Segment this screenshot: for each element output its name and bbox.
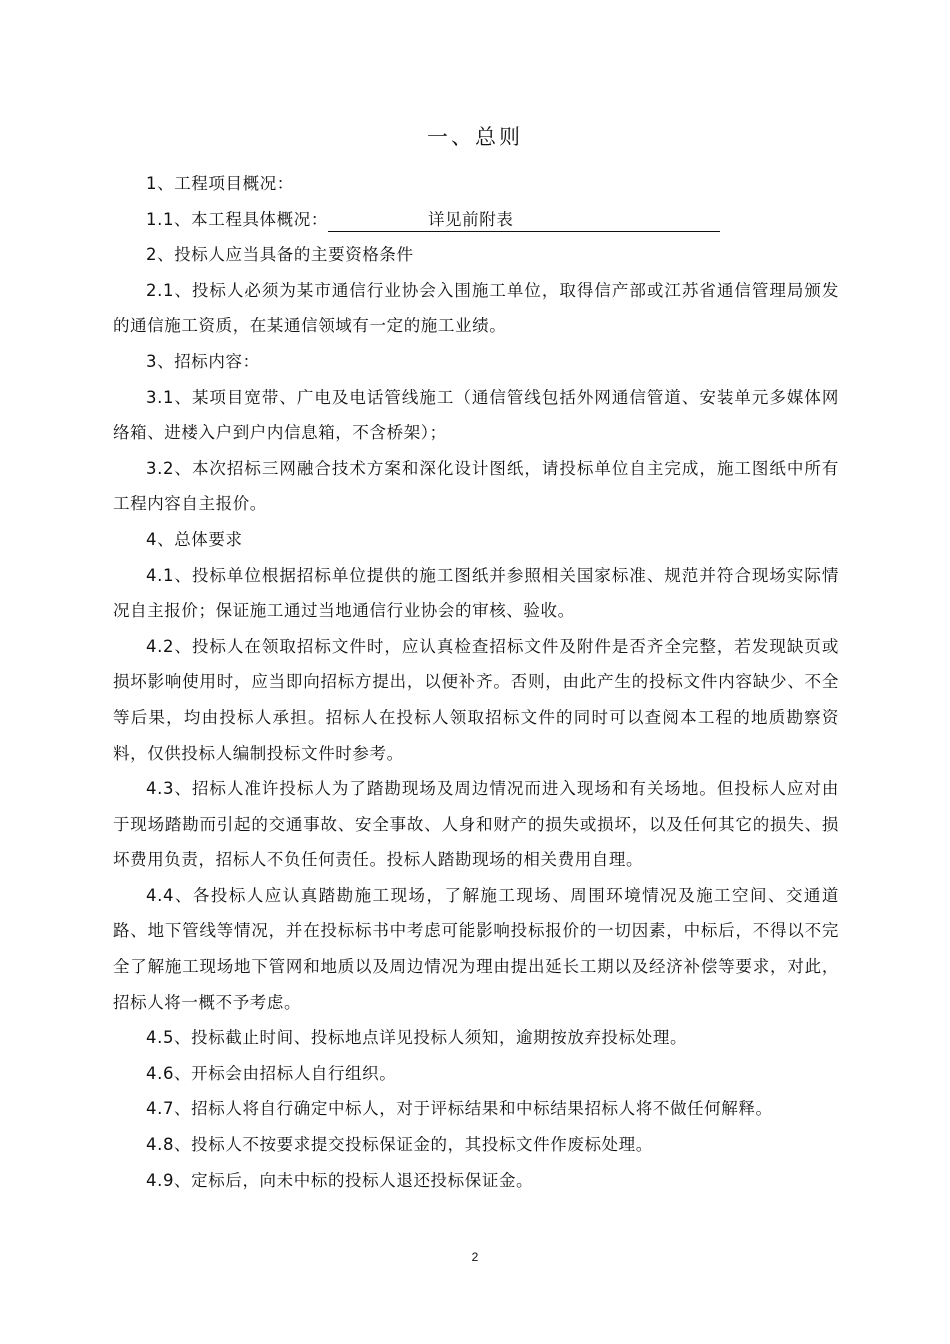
page-title: 一、总则 bbox=[427, 125, 523, 149]
section-3-heading: 3、招标内容： bbox=[146, 351, 260, 371]
item-4-2: 4.2、投标人在领取招标文件时，应认真检查招标文件及附件是否齐全完整，若发现缺页或损坏影响使用时，应当即向招标方提出，以便补齐。否则，由此产生的投标文件内容缺少、不全等后果，均由投标人承担。招标人在投标人领取招标文件的同时可以查阅本工程的地质勘察资料，仅供投标人编制投标文件时参考。 bbox=[113, 636, 839, 763]
item-4-9: 4.9、定标后，向未中标的投标人退还投标保证金。 bbox=[146, 1170, 534, 1190]
item-4-6: 4.6、开标会由招标人自行组织。 bbox=[146, 1063, 397, 1083]
document-body bbox=[113, 166, 839, 1198]
item-3-2: 3.2、本次招标三网融合技术方案和深化设计图纸，请投标单位自主完成，施工图纸中所有工程内容自主报价。 bbox=[113, 458, 839, 514]
item-3-1: 3.1、某项目宽带、广电及电话管线施工（通信管线包括外网通信管道、安装单元多媒体网络箱、进楼入户到户内信息箱，不含桥架）； bbox=[113, 387, 839, 443]
item-1-1-label: 1.1、本工程具体概况： bbox=[146, 209, 328, 229]
item-4-4: 4.4、各投标人应认真踏勘施工现场，了解施工现场、周围环境情况及施工空间、交通道路、地下管线等情况，并在投标标书中考虑可能影响投标报价的一切因素，中标后，不得以不完全了解施工现场地下管网和地质以及周边情况为理由提出延长工期以及经济补偿等要求，对此，招标人将一概不予考虑。 bbox=[113, 885, 839, 1012]
item-1-1-value: 详见前附表 bbox=[328, 209, 720, 232]
item-4-8: 4.8、投标人不按要求提交投标保证金的，其投标文件作废标处理。 bbox=[146, 1135, 653, 1155]
item-4-7: 4.7、招标人将自行确定中标人，对于评标结果和中标结果招标人将不做任何解释。 bbox=[146, 1099, 773, 1119]
section-1-heading: 1、工程项目概况： bbox=[146, 174, 294, 193]
section-2-heading: 2、投标人应当具备的主要资格条件 bbox=[146, 245, 414, 265]
item-2-1: 2.1、投标人必须为某市通信行业协会入围施工单位，取得信产部或江苏省通信管理局颁发的通信施工资质，在某通信领域有一定的施工业绩。 bbox=[113, 280, 839, 336]
item-4-5: 4.5、投标截止时间、投标地点详见投标人须知，逾期按放弃投标处理。 bbox=[146, 1028, 688, 1048]
item-4-3: 4.3、招标人准许投标人为了踏勘现场及周边情况而进入现场和有关场地。但投标人应对由于现场踏勘而引起的交通事故、安全事故、人身和财产的损失或损坏，以及任何其它的损失、损坏费用负责，招标人不负任何责任。投标人踏勘现场的相关费用自理。 bbox=[113, 779, 839, 870]
item-1-1 bbox=[113, 202, 839, 238]
item-4-1: 4.1、投标单位根据招标单位提供的施工图纸并参照相关国家标准、规范并符合现场实际情况自主报价；保证施工通过当地通信行业协会的审核、验收。 bbox=[113, 565, 839, 621]
section-4-heading: 4、总体要求 bbox=[146, 529, 243, 549]
page-number: 2 bbox=[471, 1250, 479, 1264]
